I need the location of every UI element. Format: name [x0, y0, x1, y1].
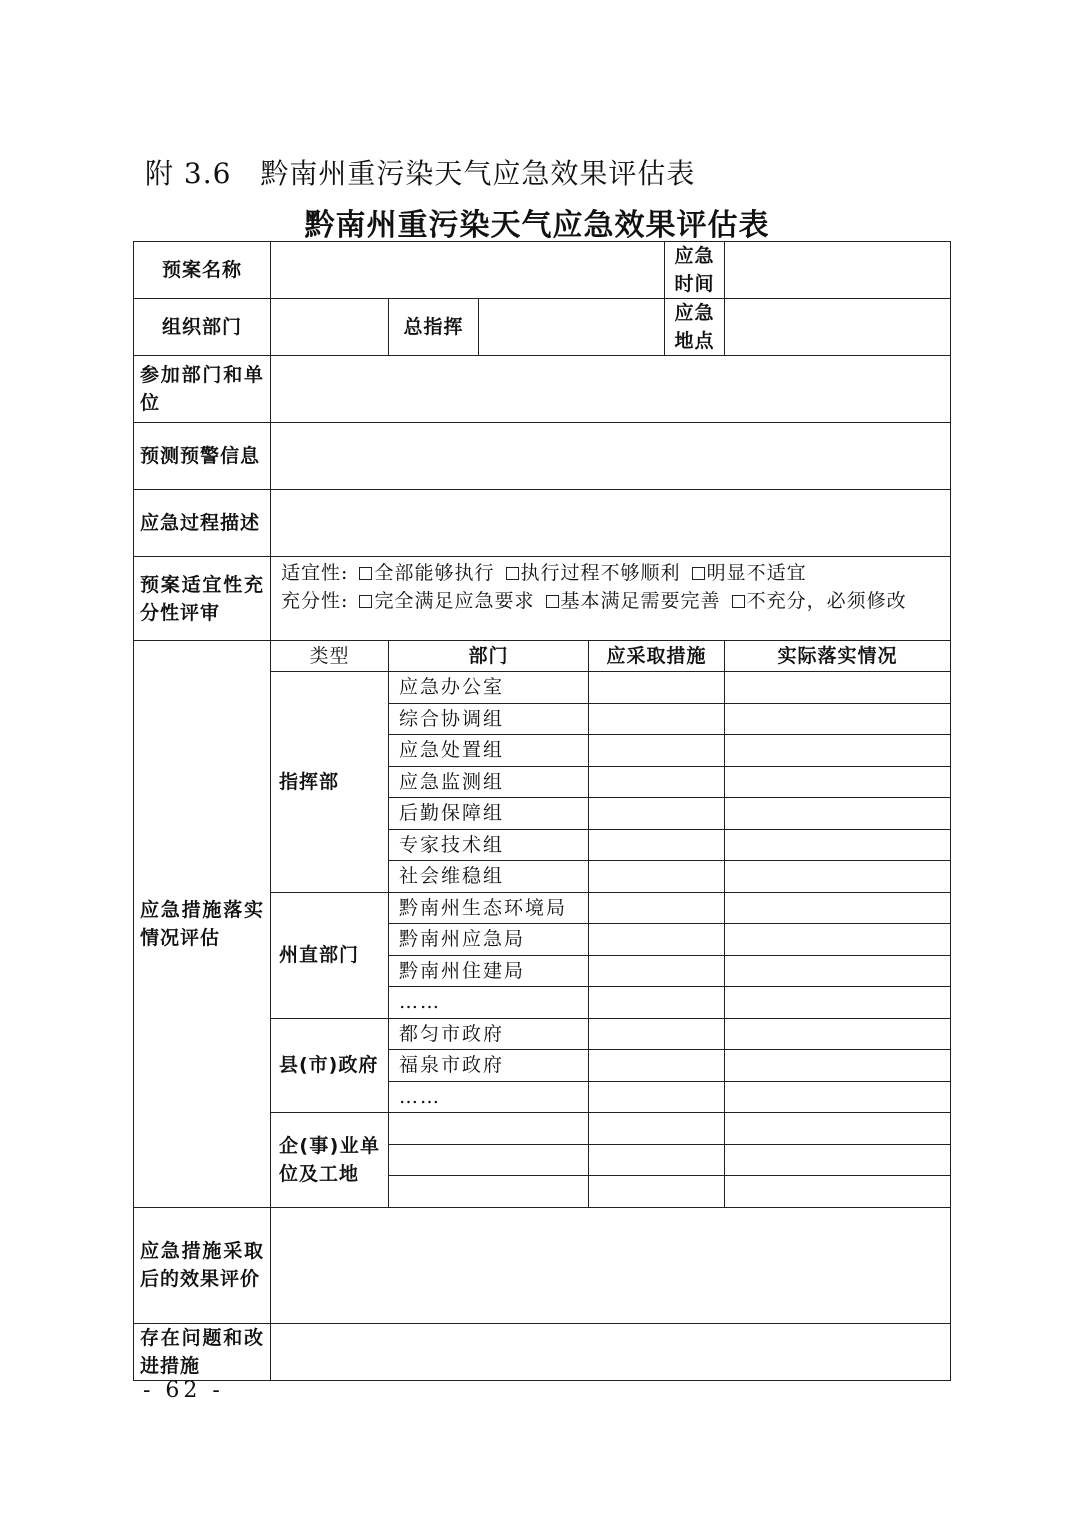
header-department: 部门	[389, 641, 589, 672]
measure-cell[interactable]	[589, 1050, 725, 1082]
row-plan-name	[134, 242, 951, 299]
department-name: 专家技术组	[389, 829, 589, 861]
department-name: 黔南州生态环境局	[389, 892, 589, 924]
measure-cell[interactable]	[589, 829, 725, 861]
measure-cell[interactable]	[589, 798, 725, 830]
actual-cell[interactable]	[725, 861, 951, 893]
measure-cell[interactable]	[589, 987, 725, 1019]
actual-cell[interactable]	[725, 1176, 951, 1208]
actual-cell[interactable]	[725, 735, 951, 767]
review-label: 预案适宜性充分性评审	[134, 557, 271, 641]
suitability-option-all[interactable]: 全部能够执行	[355, 562, 494, 584]
row-effect	[134, 1207, 951, 1323]
row-process	[134, 490, 951, 557]
actual-cell[interactable]	[725, 892, 951, 924]
actual-cell[interactable]	[725, 703, 951, 735]
measure-cell[interactable]	[589, 735, 725, 767]
effect-label: 应急措施采取后的效果评价	[134, 1207, 271, 1323]
department-name: 黔南州住建局	[389, 955, 589, 987]
actual-cell[interactable]	[725, 924, 951, 956]
header-actual: 实际落实情况	[725, 641, 951, 672]
row-review	[134, 557, 951, 641]
measure-cell[interactable]	[589, 1113, 725, 1145]
actual-cell[interactable]	[725, 829, 951, 861]
department-name: 综合协调组	[389, 703, 589, 735]
actual-cell[interactable]	[725, 955, 951, 987]
org-dept-value[interactable]	[271, 299, 389, 356]
header-type: 类型	[271, 641, 389, 672]
emergency-location-value[interactable]	[725, 299, 951, 356]
checkbox-icon[interactable]	[692, 567, 705, 580]
department-name: 福泉市政府	[389, 1050, 589, 1082]
appendix-heading: 附 3.6 黔南州重污染天气应急效果评估表	[145, 157, 696, 190]
commander-value[interactable]	[479, 299, 665, 356]
evaluation-form-table	[133, 241, 951, 1381]
commander-label: 总指挥	[389, 299, 479, 356]
suitability-option-unsuitable[interactable]: 明显不适宜	[688, 562, 807, 584]
plan-name-label: 预案名称	[134, 242, 271, 299]
participants-label: 参加部门和单位	[134, 356, 271, 423]
department-name: 应急监测组	[389, 766, 589, 798]
problems-value[interactable]	[271, 1323, 951, 1380]
measure-cell[interactable]	[589, 1144, 725, 1176]
measure-cell[interactable]	[589, 1018, 725, 1050]
forecast-label: 预测预警信息	[134, 423, 271, 490]
measure-cell[interactable]	[589, 703, 725, 735]
department-name: ……	[389, 987, 589, 1019]
org-dept-label: 组织部门	[134, 299, 271, 356]
group-type: 县(市)政府	[271, 1018, 389, 1113]
plan-name-value[interactable]	[271, 242, 665, 299]
actual-cell[interactable]	[725, 1113, 951, 1145]
measure-cell[interactable]	[589, 955, 725, 987]
adequacy-option-full[interactable]: 完全满足应急要求	[355, 590, 534, 612]
row-participants	[134, 356, 951, 423]
effect-value[interactable]	[271, 1207, 951, 1323]
row-forecast	[134, 423, 951, 490]
emergency-time-label: 应急时间	[665, 242, 725, 299]
measure-cell[interactable]	[589, 1176, 725, 1208]
department-name: 应急处置组	[389, 735, 589, 767]
measure-cell[interactable]	[589, 892, 725, 924]
emergency-time-value[interactable]	[725, 242, 951, 299]
department-name	[389, 1176, 589, 1208]
measure-cell[interactable]	[589, 861, 725, 893]
emergency-location-label: 应急地点	[665, 299, 725, 356]
actual-cell[interactable]	[725, 798, 951, 830]
problems-label: 存在问题和改进措施	[134, 1323, 271, 1380]
row-problems	[134, 1323, 951, 1380]
suitability-option-not-smooth[interactable]: 执行过程不够顺利	[502, 562, 681, 584]
adequacy-option-insufficient[interactable]: 不充分，必须修改	[728, 590, 907, 612]
participants-value[interactable]	[271, 356, 951, 423]
measure-cell[interactable]	[589, 672, 725, 704]
department-name: 都匀市政府	[389, 1018, 589, 1050]
review-cell	[271, 557, 951, 641]
actual-cell[interactable]	[725, 766, 951, 798]
page-number: - 62 -	[143, 1378, 224, 1403]
row-org-dept	[134, 299, 951, 356]
adequacy-option-basic[interactable]: 基本满足需要完善	[542, 590, 721, 612]
group-type: 州直部门	[271, 892, 389, 1018]
actual-cell[interactable]	[725, 1081, 951, 1113]
department-name: 应急办公室	[389, 672, 589, 704]
measures-label: 应急措施落实情况评估	[134, 641, 271, 1208]
checkbox-icon[interactable]	[732, 595, 745, 608]
adequacy-label: 充分性:	[281, 590, 349, 612]
department-name: 社会维稳组	[389, 861, 589, 893]
actual-cell[interactable]	[725, 987, 951, 1019]
measure-cell[interactable]	[589, 1081, 725, 1113]
header-measures: 应采取措施	[589, 641, 725, 672]
actual-cell[interactable]	[725, 1144, 951, 1176]
department-name: 黔南州应急局	[389, 924, 589, 956]
checkbox-icon[interactable]	[506, 567, 519, 580]
checkbox-icon[interactable]	[359, 595, 372, 608]
suitability-label: 适宜性:	[281, 562, 349, 584]
process-value[interactable]	[271, 490, 951, 557]
group-type: 指挥部	[271, 672, 389, 893]
department-name: ……	[389, 1081, 589, 1113]
actual-cell[interactable]	[725, 672, 951, 704]
adequacy-line	[281, 587, 944, 615]
measure-cell[interactable]	[589, 924, 725, 956]
suitability-line	[281, 559, 944, 587]
department-name	[389, 1144, 589, 1176]
forecast-value[interactable]	[271, 423, 951, 490]
checkbox-icon[interactable]	[546, 595, 559, 608]
department-name: 后勤保障组	[389, 798, 589, 830]
row-measures-header	[134, 641, 951, 672]
group-type: 企(事)业单位及工地	[271, 1113, 389, 1208]
checkbox-icon[interactable]	[359, 567, 372, 580]
measure-cell[interactable]	[589, 766, 725, 798]
form-title: 黔南州重污染天气应急效果评估表	[304, 208, 770, 243]
actual-cell[interactable]	[725, 1018, 951, 1050]
process-label: 应急过程描述	[134, 490, 271, 557]
actual-cell[interactable]	[725, 1050, 951, 1082]
department-name	[389, 1113, 589, 1145]
